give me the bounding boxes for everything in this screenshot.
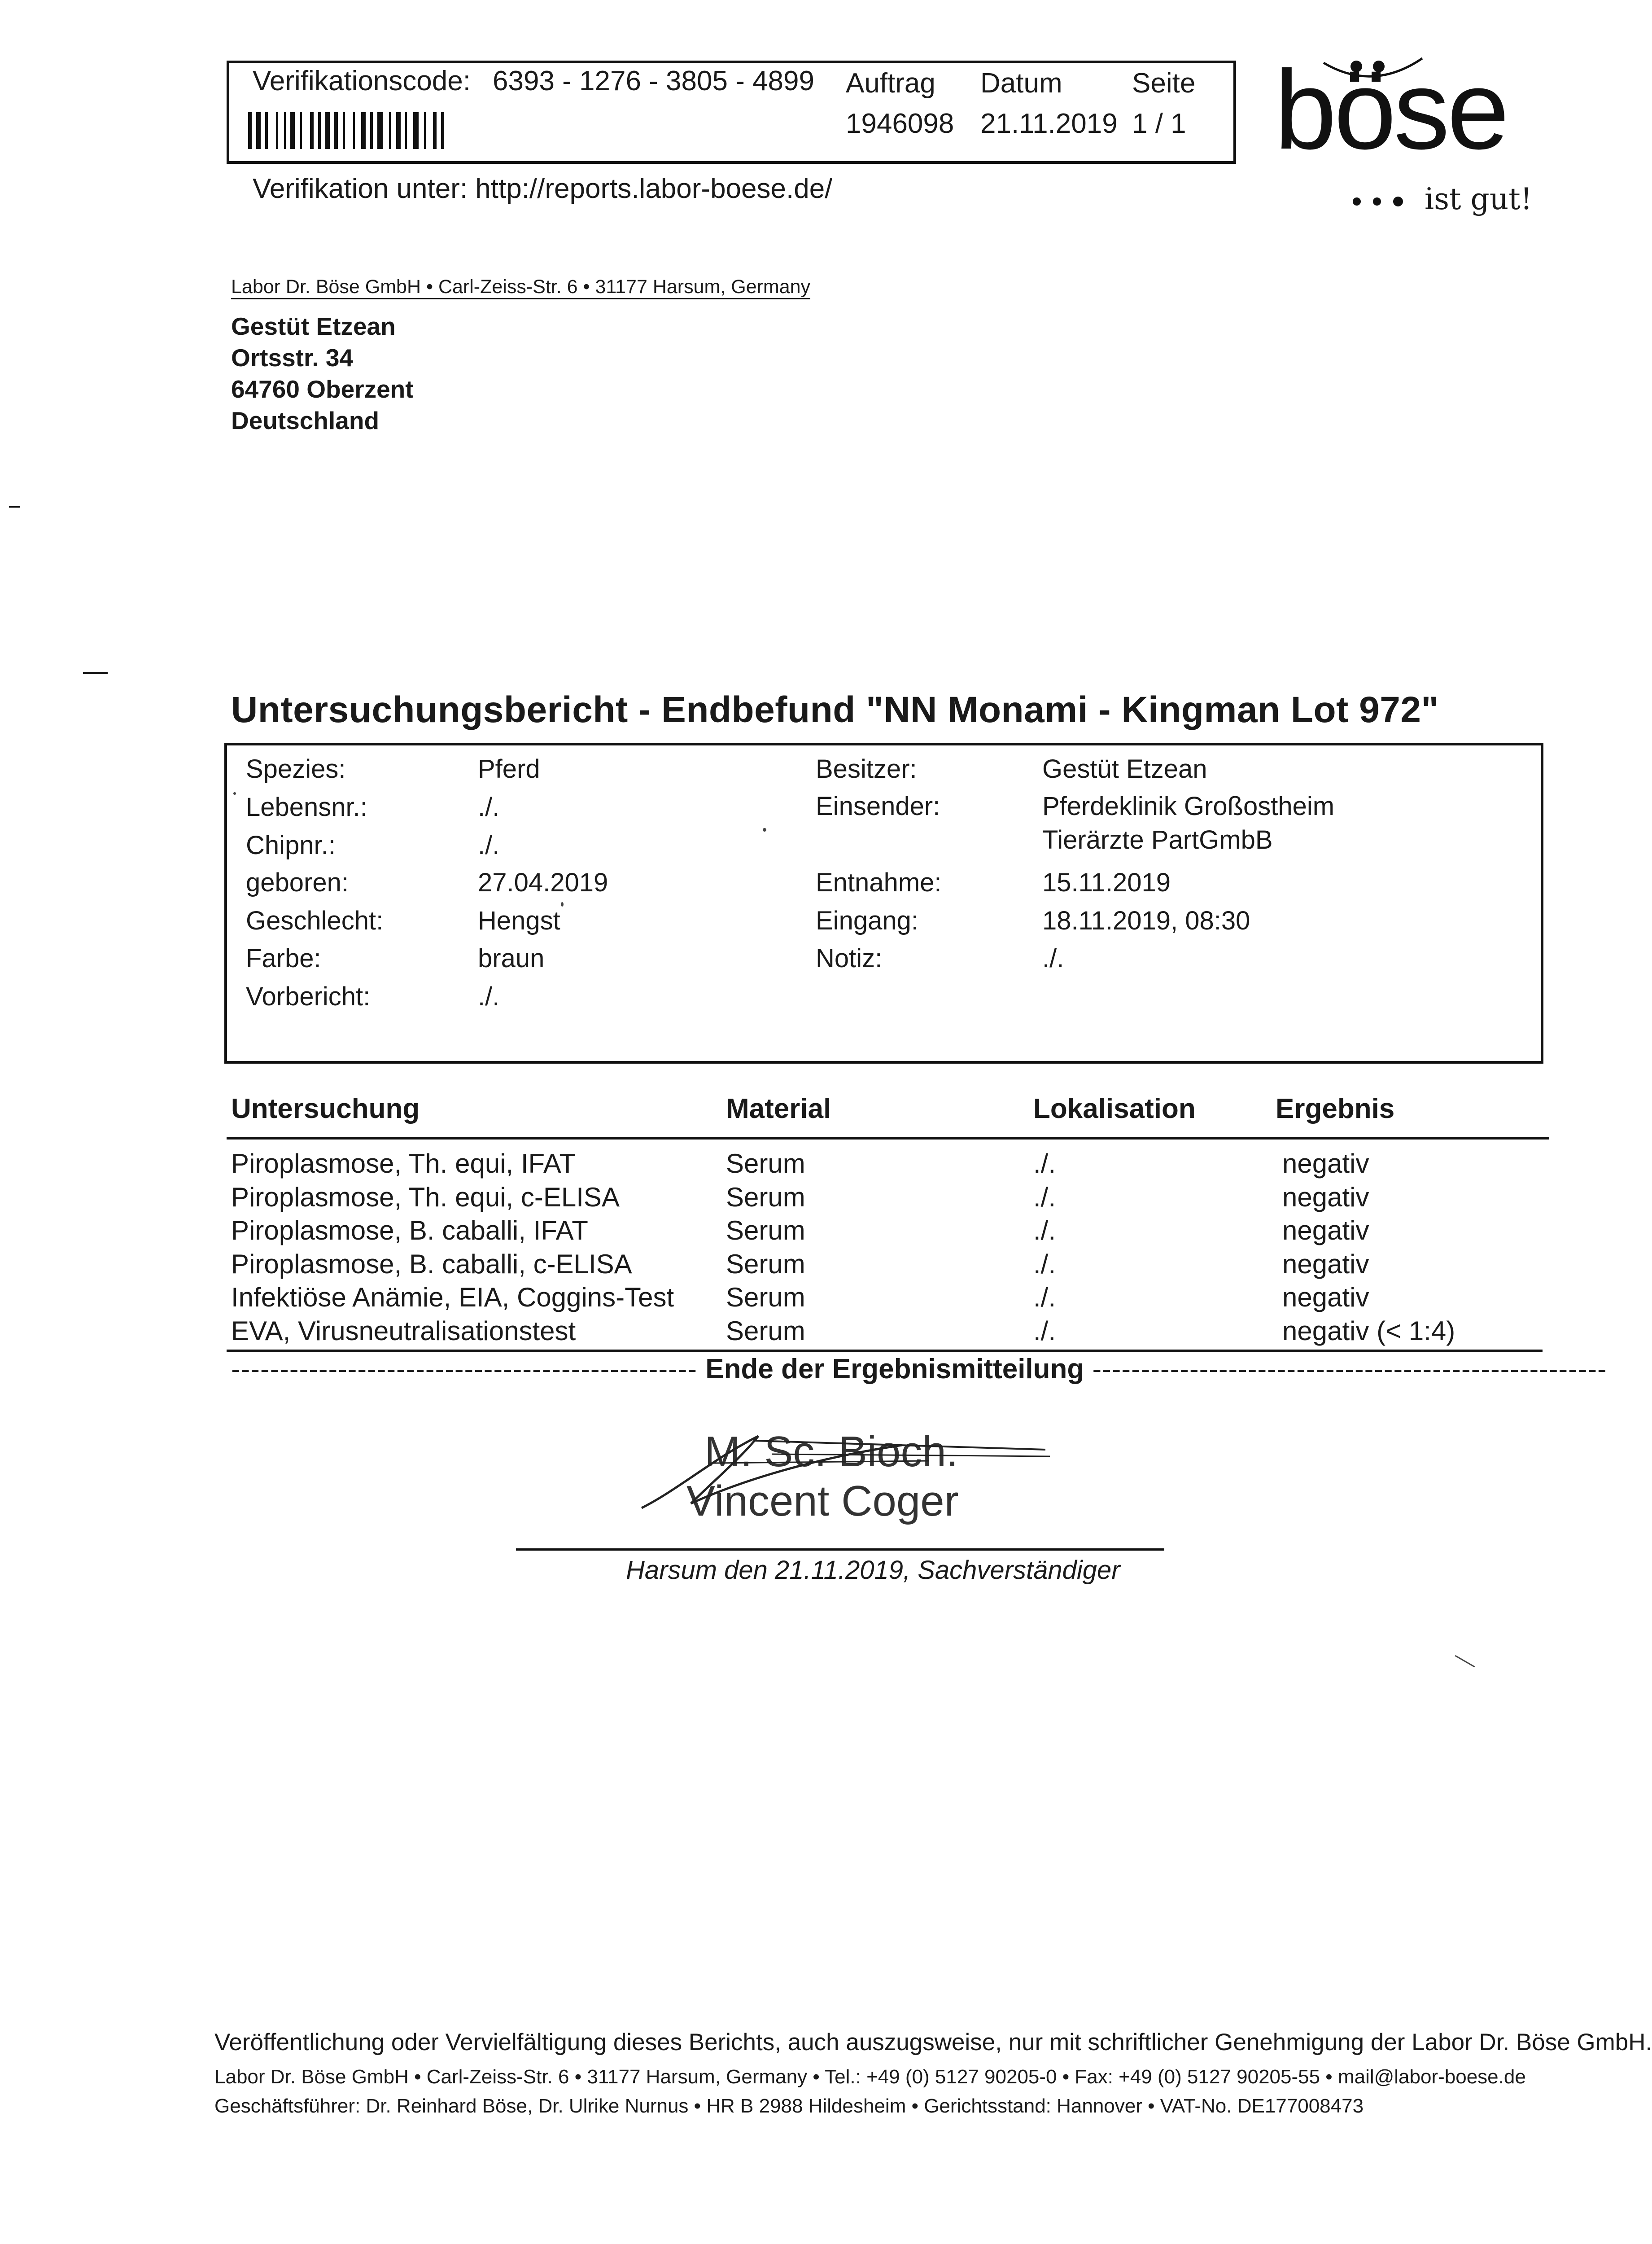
owner-value: Gestüt Etzean <box>1042 754 1207 784</box>
note-value: ./. <box>1042 944 1064 973</box>
patient-field-value: 27.04.2019 <box>478 868 608 897</box>
note-label: Notiz: <box>816 944 883 973</box>
end-of-results-text: Ende der Ergebnismitteilung <box>705 1354 1084 1385</box>
result-cell: negativ <box>1282 1148 1369 1179</box>
footer-copyright-notice: Veröffentlichung oder Vervielfältigung dieses Berichts, auch auszugsweise, nur mit schriftlicher Genehmigung der Labor Dr. Böse GmbH. <box>214 2029 1652 2056</box>
test-name-cell: Piroplasmose, B. caballi, c-ELISA <box>231 1249 632 1279</box>
recipient-country: Deutschland <box>231 407 380 434</box>
punch-mark <box>83 672 108 674</box>
result-cell: negativ <box>1282 1215 1369 1245</box>
sender-address-line: Labor Dr. Böse GmbH • Carl-Zeiss-Str. 6 • 31177 Harsum, Germany <box>231 276 810 299</box>
material-cell: Serum <box>726 1182 805 1212</box>
logo-tagline: ist gut! <box>1425 182 1533 216</box>
material-cell: Serum <box>726 1282 805 1312</box>
patient-field-label: geboren: <box>246 868 349 897</box>
dash-rule-left: ------------------------------------------------ <box>231 1354 706 1385</box>
result-cell: negativ (< 1:4) <box>1282 1315 1455 1346</box>
barcode-bar <box>310 112 314 149</box>
submitter-value-2: Tierärzte PartGmbB <box>1042 825 1273 855</box>
col-header-test: Untersuchung <box>231 1093 420 1124</box>
barcode-bar <box>361 112 366 149</box>
verification-label: Verifikationscode: <box>253 66 471 96</box>
signer-degree: M. Sc. Bioch. <box>704 1428 958 1476</box>
barcode-bar <box>256 112 261 149</box>
barcode-bar <box>265 112 268 149</box>
location-cell: ./. <box>1033 1249 1056 1279</box>
barcode-bar <box>433 112 437 149</box>
signer-name: Vincent Coger <box>686 1477 959 1525</box>
owner-label: Besitzer: <box>816 754 917 784</box>
patient-field-value: Hengst <box>478 906 560 935</box>
material-cell: Serum <box>726 1215 805 1245</box>
test-name-cell: Piroplasmose, Th. equi, IFAT <box>231 1148 576 1179</box>
result-cell: negativ <box>1282 1182 1369 1212</box>
page-value: 1 / 1 <box>1132 108 1186 139</box>
location-cell: ./. <box>1033 1148 1056 1179</box>
test-name-cell: EVA, Virusneutralisationstest <box>231 1315 576 1346</box>
location-cell: ./. <box>1033 1315 1056 1346</box>
material-cell: Serum <box>726 1249 805 1279</box>
barcode-bar <box>276 112 278 149</box>
date-label: Datum <box>980 68 1062 99</box>
receipt-value: 18.11.2019, 08:30 <box>1042 906 1250 935</box>
col-header-location: Lokalisation <box>1033 1093 1196 1124</box>
barcode-bar <box>334 112 338 149</box>
order-label: Auftrag <box>846 68 935 99</box>
patient-field-value: ./. <box>478 982 500 1011</box>
submitter-label: Einsender: <box>816 792 940 821</box>
page-label: Seite <box>1132 68 1196 99</box>
handwritten-signature <box>624 1418 1054 1526</box>
patient-info-box <box>224 743 1543 1064</box>
table-header-rule <box>227 1137 1549 1140</box>
location-cell: ./. <box>1033 1215 1056 1245</box>
test-name-cell: Infektiöse Anämie, EIA, Coggins-Test <box>231 1282 674 1312</box>
end-of-results-line <box>231 1353 1607 1385</box>
barcode-bar <box>413 112 419 149</box>
scan-speck <box>561 902 564 907</box>
signature-caption: Harsum den 21.11.2019, Sachverständiger <box>626 1556 1120 1585</box>
barcode-bar <box>370 112 373 149</box>
sampling-label: Entnahme: <box>816 868 942 897</box>
recipient-street: Ortsstr. 34 <box>231 344 354 372</box>
sampling-value: 15.11.2019 <box>1042 868 1171 897</box>
barcode-bar <box>248 112 252 149</box>
barcode-bar <box>284 112 286 149</box>
barcode-bar <box>343 112 345 149</box>
col-header-material: Material <box>726 1093 831 1124</box>
col-header-result: Ergebnis <box>1276 1093 1395 1124</box>
footer-contact: Labor Dr. Böse GmbH • Carl-Zeiss-Str. 6 • 31177 Harsum, Germany • Tel.: +49 (0) 5127 90205-0 • Fax: +49 (0) 5127 90205-55 • mail@labor-boese.de <box>214 2066 1526 2088</box>
patient-field-value: braun <box>478 944 545 973</box>
material-cell: Serum <box>726 1315 805 1346</box>
barcode-bar <box>318 112 321 149</box>
patient-field-value: ./. <box>478 831 500 860</box>
barcode <box>248 112 573 149</box>
fold-mark <box>9 506 20 508</box>
barcode-bar <box>290 112 295 149</box>
recipient-name: Gestüt Etzean <box>231 312 396 340</box>
signature-rule <box>516 1548 1164 1551</box>
patient-field-label: Farbe: <box>246 944 321 973</box>
report-title: Untersuchungsbericht - Endbefund "NN Monami - Kingman Lot 972" <box>231 689 1439 730</box>
barcode-bar <box>424 112 426 149</box>
barcode-bar <box>389 112 391 149</box>
patient-field-value: Pferd <box>478 754 540 784</box>
patient-field-label: Vorbericht: <box>246 982 371 1011</box>
scan-speck <box>763 828 766 832</box>
patient-field-value: ./. <box>478 793 500 822</box>
verification-code: 6393 - 1276 - 3805 - 4899 <box>493 66 814 96</box>
order-value: 1946098 <box>846 108 954 139</box>
barcode-bar <box>300 112 302 149</box>
result-cell: negativ <box>1282 1282 1369 1312</box>
result-cell: negativ <box>1282 1249 1369 1279</box>
patient-field-label: Lebensnr.: <box>246 793 367 822</box>
location-cell: ./. <box>1033 1282 1056 1312</box>
submitter-value-1: Pferdeklinik Großostheim <box>1042 792 1335 821</box>
receipt-label: Eingang: <box>816 906 918 935</box>
location-cell: ./. <box>1033 1182 1056 1212</box>
barcode-bar <box>405 112 407 149</box>
logo-wordmark: böse <box>1274 47 1507 172</box>
barcode-bar <box>441 112 444 149</box>
scan-speck <box>1455 1655 1475 1668</box>
patient-field-label: Geschlecht: <box>246 906 384 935</box>
test-name-cell: Piroplasmose, Th. equi, c-ELISA <box>231 1182 620 1212</box>
barcode-bar <box>325 112 330 149</box>
table-bottom-rule <box>227 1350 1543 1352</box>
scan-speck <box>233 792 236 795</box>
recipient-city: 64760 Oberzent <box>231 375 414 403</box>
patient-field-label: Spezies: <box>246 754 346 784</box>
barcode-bar <box>377 112 383 149</box>
barcode-bar <box>396 112 401 149</box>
footer-legal: Geschäftsführer: Dr. Reinhard Böse, Dr. Ulrike Nurnus • HR B 2988 Hildesheim • Gerichtsstand: Hannover • VAT-No. DE177008473 <box>214 2095 1364 2117</box>
dash-rule-right: ----------------------------------------------------- <box>1084 1354 1607 1385</box>
verification-url: Verifikation unter: http://reports.labor-boese.de/ <box>253 173 833 204</box>
barcode-bar <box>353 112 355 149</box>
material-cell: Serum <box>726 1148 805 1179</box>
patient-field-label: Chipnr.: <box>246 831 336 860</box>
test-name-cell: Piroplasmose, B. caballi, IFAT <box>231 1215 588 1245</box>
date-value: 21.11.2019 <box>980 108 1118 139</box>
